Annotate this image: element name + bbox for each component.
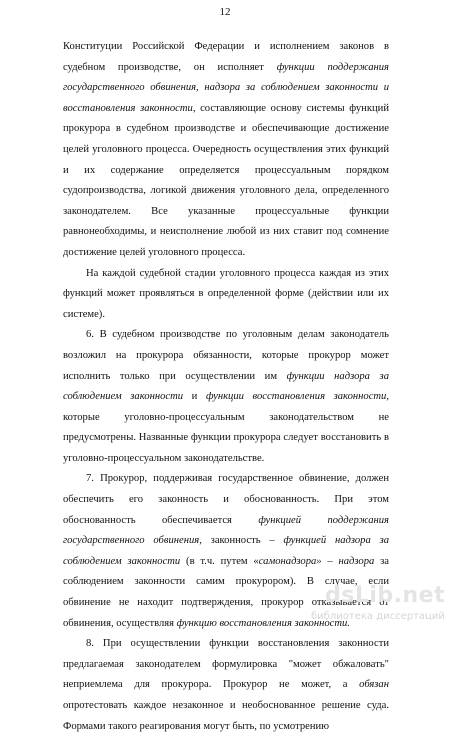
paragraph xyxy=(63,325,389,469)
text-run: На каждой судебной стадии уголовного процесса каждая из этих функций может проявляться в определенной форме (действии или их системе). xyxy=(63,267,389,320)
text-run: , которые уголовно-процессуальным законодательством не предусмотрены. Названные функции прокурора следует восстановить в уголовно-процессуальном законодательстве. xyxy=(63,391,389,464)
page-number: 12 xyxy=(219,6,231,18)
italic-text: функции надзора за соблюдением законности xyxy=(63,370,389,403)
italic-text: функции поддержания государственного обвинения, надзора за соблюдением законности и восстановления законности xyxy=(63,61,389,114)
italic-text: обязан xyxy=(359,679,389,691)
text-run: и xyxy=(183,391,206,403)
italic-text: самонадзора» – надзора xyxy=(258,555,375,567)
text-run: опротестовать каждое незаконное и необоснованное решение суда. Формами такого реагирования могут быть, по усмотрению xyxy=(63,700,389,732)
text-run: (в т.ч. путем « xyxy=(180,555,259,567)
italic-text: функцию восстановления законности. xyxy=(176,617,350,629)
text-run: 7. Прокурор, поддерживая государственное обвинение, должен обеспечить его законность и обоснованность. При этом обоснованность обеспечивается xyxy=(63,473,389,526)
watermark-subtitle: библиотека диссертаций xyxy=(311,611,445,622)
text-run: законность – xyxy=(201,535,284,547)
watermark-brand: dsLib.net xyxy=(325,583,446,608)
watermark xyxy=(305,583,445,629)
text-run: Конституции Российской Федерации и исполнением законов в судебном производстве, он исполняет xyxy=(63,41,389,73)
italic-text: функции восстановления законности xyxy=(205,391,387,403)
text-run: 6. В судебном производстве по уголовным делам законодатель возложил на прокурора обязанности, которые прокурор может исполнить только при осуществлении им xyxy=(63,329,389,382)
document-body xyxy=(63,37,389,737)
paragraph xyxy=(63,264,389,326)
text-run: , составляющие основу системы функций прокурора в судебном производстве и обеспечивающие достижение целей уголовного процесса. Очередность осуществления этих функций и их содержание определяется процессуальным порядком судопроизводства, логикой движения уголовного дела, определенного законодателем. Все указанные процессуальные функции равнонеобходимы, и неисполнение любой из них ставит под сомнение достижение целей уголовного процесса. xyxy=(63,102,389,258)
italic-text: функцией поддержания государственного обвинения, xyxy=(63,514,389,547)
paragraph xyxy=(63,634,389,737)
text-run: 8. При осуществлении функции восстановления законности предлагаемая законодателем формулировка "может обжаловать" неприемлема для прокурора. Прокурор не может, а xyxy=(63,638,389,691)
paragraph xyxy=(63,37,389,264)
italic-text: функцией надзора за соблюдением законности xyxy=(63,535,389,567)
text-run: за соблюдением законности самим прокурором). В случае, если обвинение не находит подтверждения, прокурор отказывается от обвинения, осуществляя xyxy=(63,555,390,629)
